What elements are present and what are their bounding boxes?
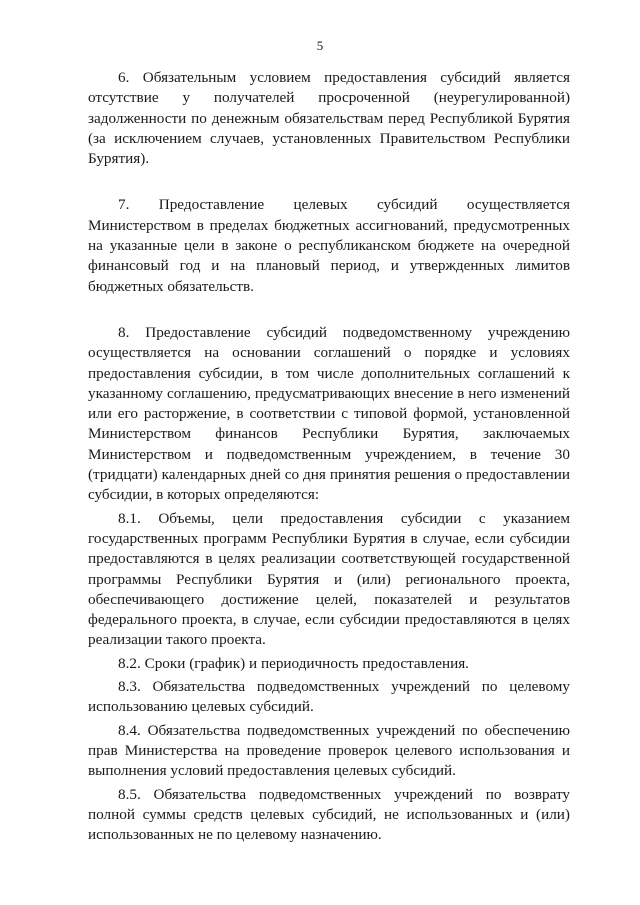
page-number: 5 (316, 38, 324, 53)
paragraph-8-1: 8.1. Объемы, цели предоставления субсидии с указанием государственных программ Республики Бурятия в случае, если субсидии предоставляются в целях реализации соответствующей государственной программы Республики Бурятия и (или) регионального проекта, обеспечивающего достижение целей, показателей и результатов федерального проекта, в случае, если субсидии предоставляются в целях реализации такого проекта. (88, 509, 570, 649)
paragraph-8-2: 8.2. Сроки (график) и периодичность предоставления. (118, 654, 469, 672)
paragraph-7: 7. Предоставление целевых субсидий осуществляется Министерством в пределах бюджетных ассигнований, предусмотренных на указанные цели в законе о республиканском бюджете на очередной финансовый год и на плановый период, и утвержденных лимитов бюджетных обязательств. (88, 196, 570, 295)
paragraph-8: 8. Предоставление субсидий подведомственному учреждению осуществляется на основании соглашений о порядке и условиях предоставления субсидии, в том числе дополнительных соглашений к указанному соглашению, предусматривающих внесение в него изменений или его расторжение, в соответствии с типовой формой, установленной Министерством финансов Республики Бурятия, заключаемых Министерством и подведомственным учреждением, в течение 30 (тридцати) календарных дней со дня принятия решения о предоставлении субсидии, в которых определяются: (88, 323, 570, 504)
document-body (88, 68, 570, 845)
paragraph-8-3: 8.3. Обязательства подведомственных учреждений по целевому использованию целевых субсидий. (88, 678, 570, 716)
paragraph-6: 6. Обязательным условием предоставления субсидий является отсутствие у получателей просроченной (неурегулированной) задолженности по денежным обязательствам перед Республикой Бурятия (за исключением случаев, установленных Правительством Республики Бурятия). (88, 69, 570, 168)
paragraph-8-4: 8.4. Обязательства подведомственных учреждений по обеспечению прав Министерства на проведение проверок целевого использования и выполнения условий предоставления целевых субсидий. (88, 721, 570, 780)
paragraph-8-5: 8.5. Обязательства подведомственных учреждений по возврату полной суммы средств целевых субсидий, не использованных и (или) использованных не по целевому назначению. (88, 785, 570, 844)
